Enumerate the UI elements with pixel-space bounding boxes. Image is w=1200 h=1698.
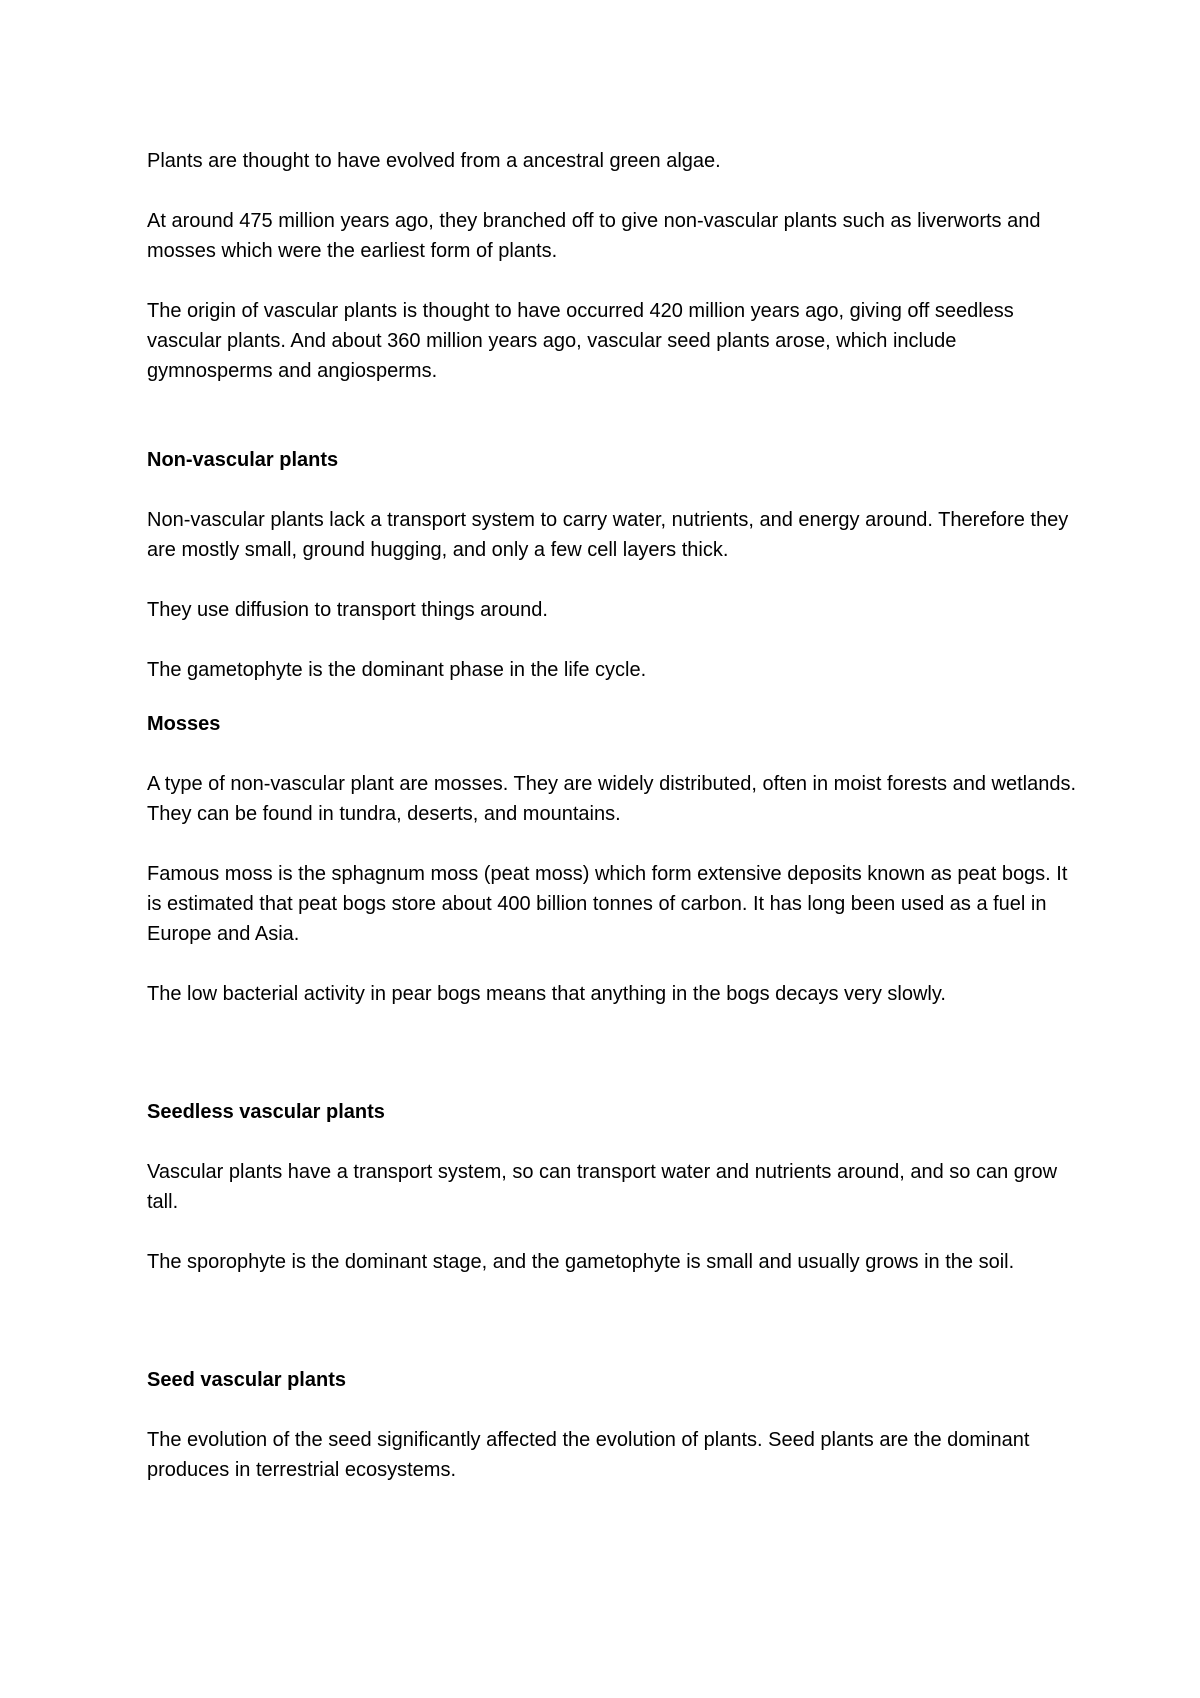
seed-vascular-heading: Seed vascular plants (147, 1369, 346, 1391)
seedless-vascular-heading: Seedless vascular plants (147, 1101, 385, 1123)
non-vascular-paragraph-2: They use diffusion to transport things around. (147, 599, 548, 621)
non-vascular-paragraph-1: Non-vascular plants lack a transport system to carry water, nutrients, and energy around. Therefore they are mostly small, ground hugging, and only a few cell layers thick. (147, 509, 1069, 561)
seedless-vascular-paragraph-2: The sporophyte is the dominant stage, and the gametophyte is small and usually grows in the soil. (147, 1251, 1015, 1273)
mosses-paragraph-1: A type of non-vascular plant are mosses. They are widely distributed, often in moist forests and wetlands. They can be found in tundra, deserts, and mountains. (147, 773, 1076, 825)
seed-vascular-paragraph-1: The evolution of the seed significantly affected the evolution of plants. Seed plants are the dominant produces in terrestrial ecosystems. (147, 1429, 1030, 1481)
seedless-vascular-paragraph-1: Vascular plants have a transport system, so can transport water and nutrients around, and so can grow tall. (147, 1161, 1058, 1213)
non-vascular-heading: Non-vascular plants (147, 449, 339, 471)
mosses-paragraph-3: The low bacterial activity in pear bogs means that anything in the bogs decays very slowly. (147, 983, 946, 1005)
document-body (147, 146, 1077, 1515)
mosses-paragraph-2: Famous moss is the sphagnum moss (peat moss) which form extensive deposits known as peat bogs. It is estimated that peat bogs store about 400 billion tonnes of carbon. It has long been used as a fuel in Europe and Asia. (147, 863, 1068, 945)
intro-paragraph-3: The origin of vascular plants is thought to have occurred 420 million years ago, giving off seedless vascular plants. And about 360 million years ago, vascular seed plants arose, which include gymnosperms and angiosperms. (147, 300, 1014, 382)
intro-paragraph-2: At around 475 million years ago, they branched off to give non-vascular plants such as liverworts and mosses which were the earliest form of plants. (147, 210, 1041, 262)
non-vascular-paragraph-3: The gametophyte is the dominant phase in the life cycle. (147, 659, 647, 681)
intro-paragraph-1: Plants are thought to have evolved from a ancestral green algae. (147, 150, 721, 172)
mosses-heading: Mosses (147, 713, 221, 735)
